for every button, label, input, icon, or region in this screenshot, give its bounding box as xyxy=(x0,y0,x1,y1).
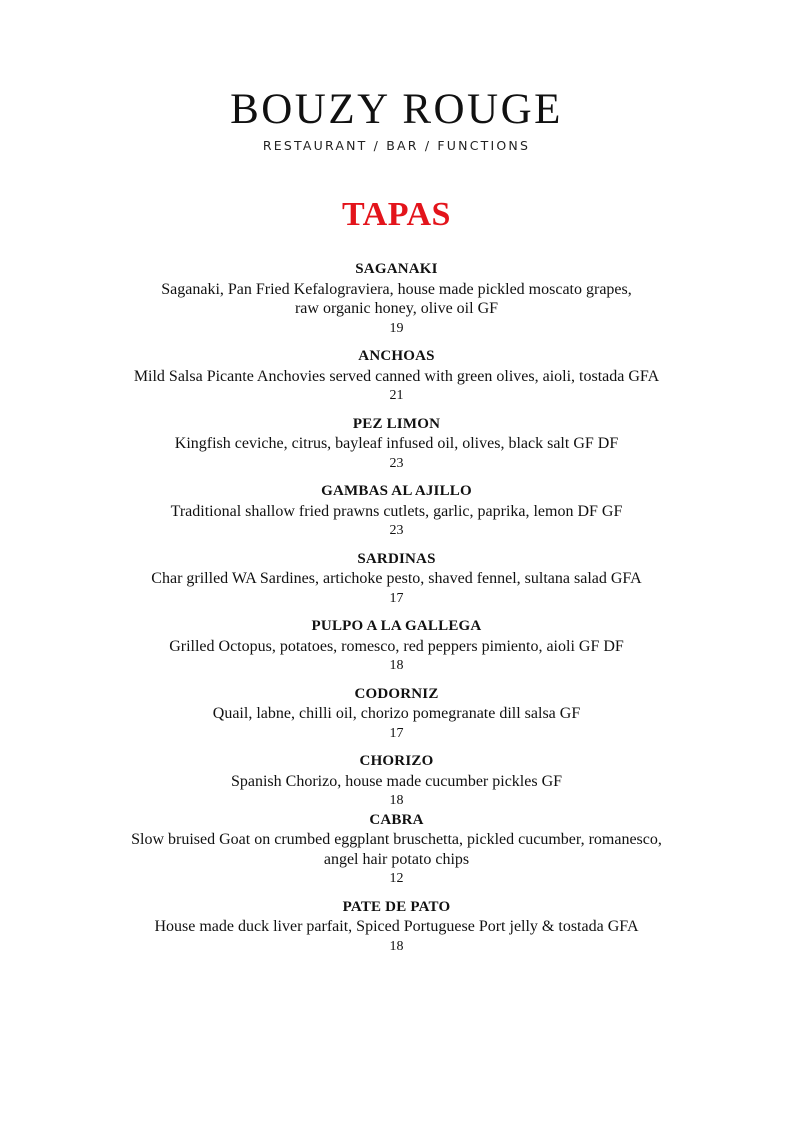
brand-header xyxy=(0,86,793,153)
menu-item xyxy=(0,550,793,609)
item-description: Grilled Octopus, potatoes, romesco, red peppers pimiento, aioli GF DF xyxy=(169,637,624,655)
item-price: 21 xyxy=(389,388,404,403)
brand-tagline: RESTAURANT / BAR / FUNCTIONS xyxy=(262,138,531,153)
menu-item xyxy=(0,415,793,474)
menu-item xyxy=(0,685,793,744)
item-name: PATE DE PATO xyxy=(342,898,451,915)
section-title: TAPAS xyxy=(342,196,451,233)
item-price: 17 xyxy=(389,590,404,606)
item-description: Traditional shallow fried prawns cutlets, garlic, paprika, lemon DF GF xyxy=(170,502,623,520)
item-price: 18 xyxy=(389,658,404,673)
item-name: SAGANAKI xyxy=(355,261,438,277)
item-name: SARDINAS xyxy=(357,550,436,567)
item-description: raw organic honey, olive oil GF xyxy=(294,300,499,317)
item-name: CHORIZO xyxy=(359,753,434,769)
item-description: angel hair potato chips xyxy=(323,850,470,868)
item-price: 19 xyxy=(389,320,404,336)
item-description: Quail, labne, chilli oil, chorizo pomegranate dill salsa GF xyxy=(212,705,581,722)
menu-item xyxy=(0,752,793,811)
item-price: 18 xyxy=(389,793,404,808)
item-name: CABRA xyxy=(369,811,424,828)
item-price: 23 xyxy=(389,455,404,471)
menu-item xyxy=(0,617,793,676)
item-price: 18 xyxy=(389,938,404,954)
brand-logo-text: BOUZY ROUGE xyxy=(230,86,563,133)
item-name: PEZ LIMON xyxy=(352,415,441,432)
item-price: 23 xyxy=(389,523,404,538)
menu-item xyxy=(0,347,793,406)
item-name: ANCHOAS xyxy=(358,348,435,364)
menu-item xyxy=(0,482,793,541)
menu-item xyxy=(0,811,793,889)
item-description: Spanish Chorizo, house made cucumber pickles GF xyxy=(230,772,563,790)
menu-item xyxy=(0,260,793,338)
menu-list xyxy=(0,260,793,965)
item-name: GAMBAS AL AJILLO xyxy=(321,483,472,499)
item-description: Char grilled WA Sardines, artichoke pesto, shaved fennel, sultana salad GFA xyxy=(151,570,642,587)
menu-item xyxy=(0,898,793,957)
item-description: Saganaki, Pan Fried Kefalograviera, house made pickled moscato grapes, xyxy=(161,280,632,298)
item-name: PULPO A LA GALLEGA xyxy=(311,618,482,634)
item-price: 17 xyxy=(389,725,404,741)
item-name: CODORNIZ xyxy=(354,685,439,702)
item-description: Kingfish ceviche, citrus, bayleaf infused oil, olives, black salt GF DF xyxy=(174,435,619,452)
item-description: House made duck liver parfait, Spiced Portuguese Port jelly & tostada GFA xyxy=(154,918,639,935)
item-price: 12 xyxy=(389,871,404,886)
item-description: Slow bruised Goat on crumbed eggplant bruschetta, pickled cucumber, romanesco, xyxy=(131,831,662,848)
item-description: Mild Salsa Picante Anchovies served canned with green olives, aioli, tostada GFA xyxy=(133,367,660,385)
